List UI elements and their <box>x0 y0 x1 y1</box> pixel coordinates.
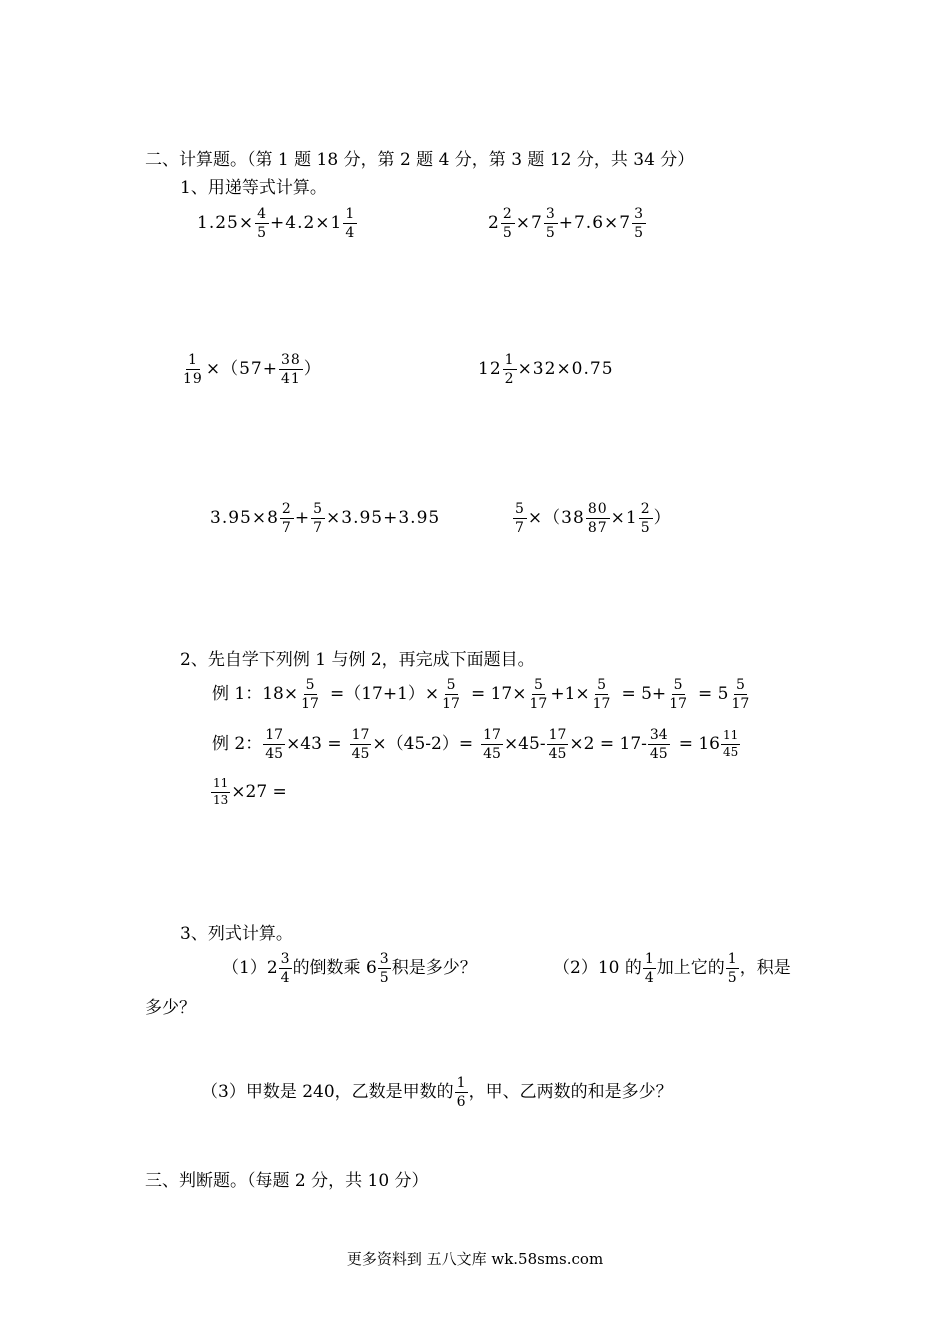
fraction: $\frac{1}{2}$ <box>504 352 515 388</box>
fraction: $\frac{5}{17}$ <box>301 677 319 713</box>
fraction: $\frac{1}{5}$ <box>727 951 737 987</box>
fraction: $\frac{5}{17}$ <box>669 677 688 713</box>
fraction: $\frac{1}{19}$ <box>183 352 203 388</box>
fraction: $\frac{2}{5}$ <box>640 501 651 537</box>
fraction: $\frac{38}{41}$ <box>280 352 301 388</box>
q1-expression-5: 3.95×8 $\frac{2}{7}$ + $\frac{5}{7}$ ×3.95+3.95 <box>210 501 441 537</box>
q2-task: $\frac{11}{13}$ ×27 = <box>213 776 287 807</box>
fraction: $\frac{5}{7}$ <box>313 501 324 537</box>
footer-watermark: 更多资料到 五八文库 wk.58sms.com <box>346 1250 604 1268</box>
fraction: $\frac{17}{45}$ <box>548 727 567 763</box>
fraction: $\frac{2}{7}$ <box>281 501 292 537</box>
fraction: $\frac{34}{45}$ <box>649 727 668 763</box>
fraction: $\frac{11}{13}$ <box>213 776 229 807</box>
fraction: $\frac{3}{5}$ <box>634 206 644 242</box>
fraction: $\frac{1}{4}$ <box>644 951 654 987</box>
fraction: $\frac{5}{17}$ <box>529 677 548 713</box>
fraction: $\frac{5}{17}$ <box>731 677 750 713</box>
q1-expression-4: 12 $\frac{1}{2}$ ×32×0.75 <box>478 352 614 388</box>
fraction: $\frac{1}{6}$ <box>456 1075 466 1111</box>
fraction: $\frac{5}{17}$ <box>592 677 611 713</box>
fraction: $\frac{17}{45}$ <box>351 727 370 763</box>
fraction: $\frac{3}{5}$ <box>545 206 556 242</box>
q3-problem-2: （2）10 的 $\frac{1}{4}$ 加上它的 $\frac{1}{5}$ ，积是 <box>553 951 791 987</box>
q3-problem-3: （3）甲数是 240，乙数是甲数的 $\frac{1}{6}$ ，甲、乙两数的和是多少？ <box>201 1075 673 1111</box>
fraction: $\frac{17}{45}$ <box>265 727 284 763</box>
section2-title: 二、计算题。（第 1 题 18 分，第 2 题 4 分，第 3 题 12 分，共 34 分） <box>145 150 695 170</box>
fraction: $\frac{80}{87}$ <box>587 501 608 537</box>
q3-title: 3、列式计算。 <box>180 924 293 944</box>
q2-title: 2、先自学下列例 1 与例 2，再完成下面题目。 <box>180 650 535 670</box>
q1-expression-2: 2 $\frac{2}{5}$ ×7 $\frac{3}{5}$ +7.6×7 $\frac{3}{5}$ <box>488 206 644 242</box>
section3-title: 三、判断题。（每题 2 分，共 10 分） <box>145 1171 429 1191</box>
q1-expression-1: 1.25× $\frac{4}{5}$ +4.2×1 $\frac{1}{4}$ <box>197 206 356 242</box>
q3-problem-2-continuation: 多少？ <box>145 998 196 1018</box>
fraction: $\frac{1}{4}$ <box>345 206 356 242</box>
fraction: $\frac{5}{7}$ <box>515 501 525 537</box>
q2-example-1: 例 1： 18× $\frac{5}{17}$ =（17+1）× $\frac{5}{17}$ = 17× $\frac{5}{17}$ +1× $\frac{5}{17}$ = 5+ $\frac{5}{17}$ = 5 $\frac{5}{17}$ <box>212 677 750 713</box>
q1-title: 1、用递等式计算。 <box>180 178 327 198</box>
fraction: $\frac{3}{5}$ <box>379 951 389 987</box>
fraction: $\frac{17}{45}$ <box>483 727 501 763</box>
fraction: $\frac{3}{4}$ <box>280 951 290 987</box>
fraction: $\frac{2}{5}$ <box>502 206 513 242</box>
q2-example-2: 例 2： $\frac{17}{45}$ ×43 = $\frac{17}{45}$ ×（45-2）= $\frac{17}{45}$ ×45- $\frac{17}{45}$ ×2 = 17- $\frac{34}{45}$ = 16 $\frac{11}{45}$ <box>212 727 739 763</box>
fraction: $\frac{11}{45}$ <box>723 728 739 760</box>
fraction: $\frac{4}{5}$ <box>257 206 268 242</box>
q3-problem-1: （1）2 $\frac{3}{4}$ 的倒数乘 6 $\frac{3}{5}$ 积是多少？ <box>222 951 477 987</box>
fraction: $\frac{5}{17}$ <box>442 677 460 713</box>
q1-expression-6: $\frac{5}{7}$ ×（38 $\frac{80}{87}$ ×1 $\frac{2}{5}$ ） <box>515 501 672 537</box>
q1-expression-3: $\frac{1}{19}$ ×（57+ $\frac{38}{41}$ ） <box>183 352 322 388</box>
